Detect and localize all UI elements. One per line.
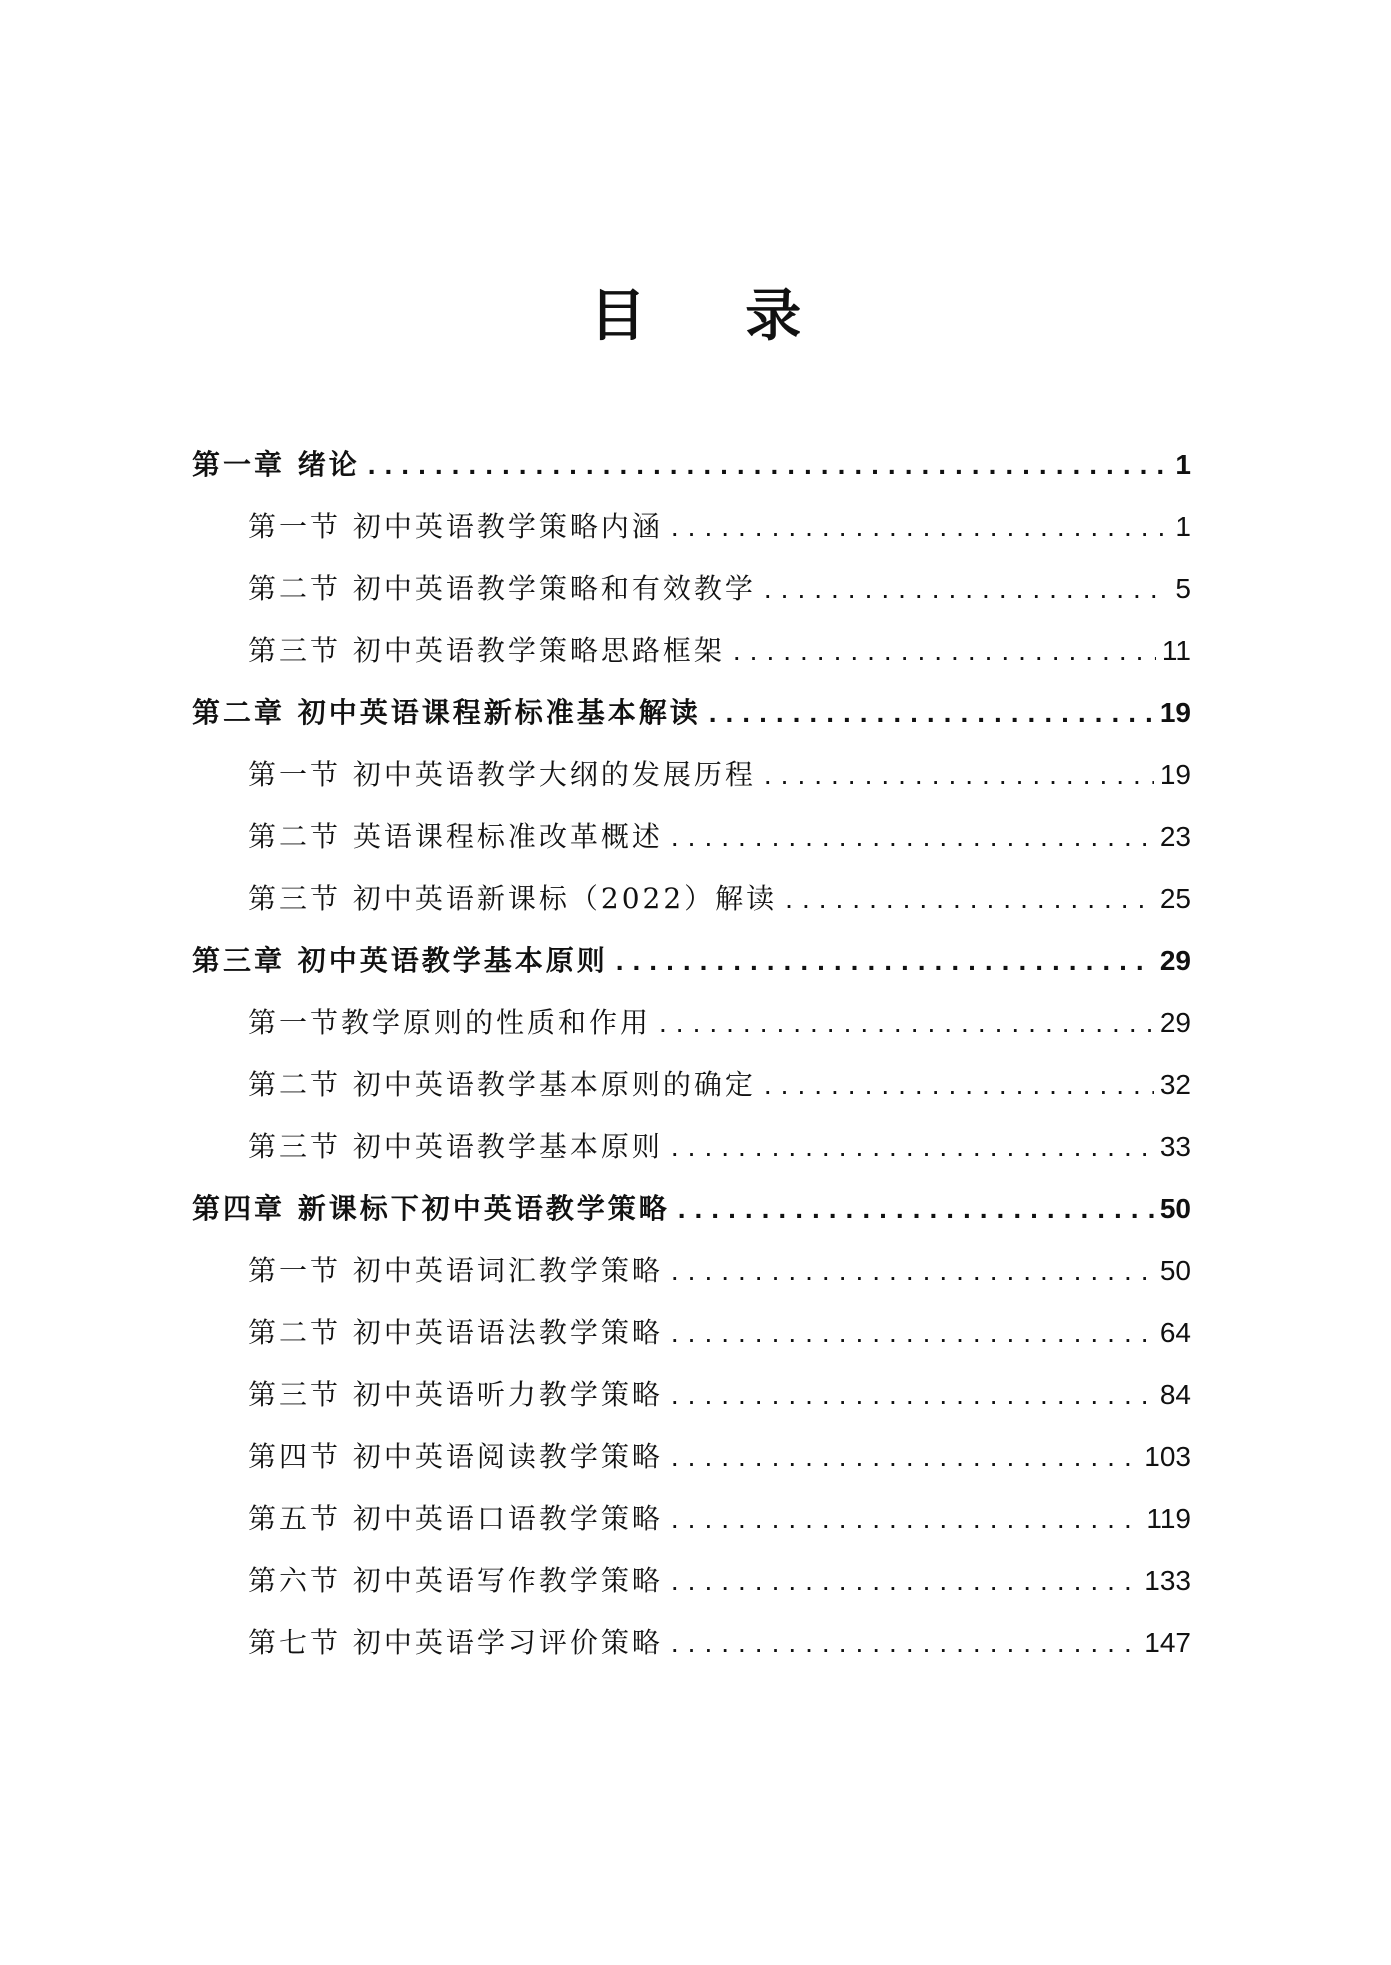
toc-page-number: 119 xyxy=(1146,1503,1191,1534)
page-title: 目 录 xyxy=(589,283,842,349)
toc-page-number: 5 xyxy=(1175,573,1191,604)
toc-label: 第二节 初中英语教学基本原则的确定 xyxy=(248,1068,756,1101)
toc-leader-dots xyxy=(671,1370,1154,1420)
toc-label: 第一节教学原则的性质和作用 xyxy=(248,1006,652,1039)
toc-page-number: 1 xyxy=(1175,511,1191,542)
toc-section-4-5[interactable] xyxy=(248,1494,1191,1544)
toc-label: 第三节 初中英语听力教学策略 xyxy=(248,1378,663,1411)
toc-label: 第一节 初中英语词汇教学策略 xyxy=(248,1254,663,1287)
toc-section-3-3[interactable] xyxy=(248,1122,1191,1172)
toc-page-number: 25 xyxy=(1159,883,1191,914)
toc-page-number: 50 xyxy=(1159,1255,1191,1286)
toc-leader-dots xyxy=(764,750,1154,800)
toc-label: 第二节 英语课程标准改革概述 xyxy=(248,820,663,853)
toc-label: 第四章 新课标下初中英语教学策略 xyxy=(192,1192,670,1225)
toc-leader-dots xyxy=(671,1618,1138,1668)
toc-label: 第三章 初中英语教学基本原则 xyxy=(192,944,608,977)
toc-section-4-7[interactable] xyxy=(248,1618,1191,1668)
toc-leader-dots xyxy=(678,1184,1154,1234)
toc-leader-dots xyxy=(368,440,1170,490)
toc-label: 第六节 初中英语写作教学策略 xyxy=(248,1564,663,1597)
toc-leader-dots xyxy=(671,1246,1154,1296)
toc-chapter-3[interactable] xyxy=(192,936,1191,986)
toc-page-number: 19 xyxy=(1159,759,1191,790)
toc-leader-dots xyxy=(616,936,1154,986)
toc-label: 第一节 初中英语教学大纲的发展历程 xyxy=(248,758,756,791)
toc-page-number: 103 xyxy=(1144,1441,1191,1472)
toc-label: 第三节 初中英语新课标（2022）解读 xyxy=(248,882,778,915)
toc-section-2-3[interactable] xyxy=(248,874,1191,924)
toc-page-number: 1 xyxy=(1175,449,1191,480)
toc-page-number: 11 xyxy=(1161,635,1191,666)
toc-section-1-2[interactable] xyxy=(248,564,1191,614)
toc-section-4-1[interactable] xyxy=(248,1246,1191,1296)
toc-page-number: 147 xyxy=(1144,1627,1191,1658)
toc-label: 第二章 初中英语课程新标准基本解读 xyxy=(192,696,701,729)
toc-section-4-6[interactable] xyxy=(248,1556,1191,1606)
toc-label: 第三节 初中英语教学策略思路框架 xyxy=(248,634,725,667)
toc-page-number: 32 xyxy=(1159,1069,1191,1100)
toc-leader-dots xyxy=(733,626,1156,676)
toc-label: 第四节 初中英语阅读教学策略 xyxy=(248,1440,663,1473)
toc-label: 第一节 初中英语教学策略内涵 xyxy=(248,510,663,543)
toc-page-number: 64 xyxy=(1159,1317,1191,1348)
toc-leader-dots xyxy=(671,1556,1138,1606)
toc-label: 第一章 绪论 xyxy=(192,448,360,481)
toc-section-1-1[interactable] xyxy=(248,502,1191,552)
toc-page-number: 133 xyxy=(1144,1565,1191,1596)
toc-leader-dots xyxy=(709,688,1154,738)
toc-leader-dots xyxy=(671,1308,1154,1358)
toc-chapter-4[interactable] xyxy=(192,1184,1191,1234)
toc-label: 第七节 初中英语学习评价策略 xyxy=(248,1626,663,1659)
toc-leader-dots xyxy=(671,502,1170,552)
toc-section-1-3[interactable] xyxy=(248,626,1191,676)
toc-label: 第三节 初中英语教学基本原则 xyxy=(248,1130,663,1163)
toc-section-2-1[interactable] xyxy=(248,750,1191,800)
toc-leader-dots xyxy=(785,874,1154,924)
toc-page-number: 33 xyxy=(1159,1131,1191,1162)
toc-leader-dots xyxy=(671,1494,1140,1544)
toc-section-4-3[interactable] xyxy=(248,1370,1191,1420)
toc-leader-dots xyxy=(764,564,1170,614)
toc-leader-dots xyxy=(671,1432,1138,1482)
toc-chapter-1[interactable] xyxy=(192,440,1191,490)
toc-section-4-2[interactable] xyxy=(248,1308,1191,1358)
toc-chapter-2[interactable] xyxy=(192,688,1191,738)
toc-page-number: 29 xyxy=(1159,1007,1191,1038)
toc-page-number: 19 xyxy=(1159,697,1191,728)
toc-page-number: 50 xyxy=(1159,1193,1191,1224)
toc-section-3-2[interactable] xyxy=(248,1060,1191,1110)
toc-leader-dots xyxy=(764,1060,1154,1110)
toc-section-3-1[interactable] xyxy=(248,998,1191,1048)
toc-label: 第二节 初中英语教学策略和有效教学 xyxy=(248,572,756,605)
toc-page-number: 23 xyxy=(1159,821,1191,852)
toc-section-2-2[interactable] xyxy=(248,812,1191,862)
toc-section-4-4[interactable] xyxy=(248,1432,1191,1482)
toc-leader-dots xyxy=(659,998,1154,1048)
toc-leader-dots xyxy=(671,812,1154,862)
toc-label: 第二节 初中英语语法教学策略 xyxy=(248,1316,663,1349)
toc-leader-dots xyxy=(671,1122,1154,1172)
toc-page-number: 29 xyxy=(1159,945,1191,976)
toc-label: 第五节 初中英语口语教学策略 xyxy=(248,1502,663,1535)
toc-page-number: 84 xyxy=(1159,1379,1191,1410)
